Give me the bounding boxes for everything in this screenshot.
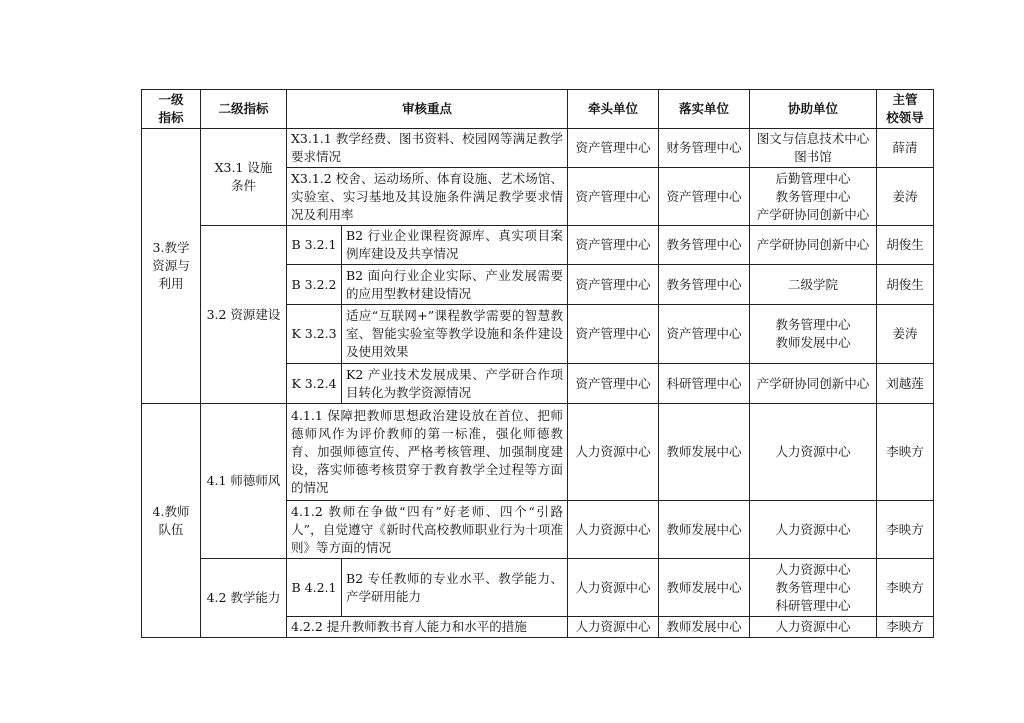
- leader-cell: 姜涛: [877, 168, 934, 226]
- implement-cell: 财务管理中心: [659, 129, 750, 168]
- group-3-cell: 3.教学 资源与 利用: [142, 129, 201, 404]
- lead-cell: 人力资源中心: [568, 404, 659, 501]
- lead-cell: 人力资源中心: [568, 559, 659, 617]
- assist-cell: 产学研协同创新中心: [750, 364, 877, 404]
- lead-cell: 资产管理中心: [568, 305, 659, 364]
- lead-cell: 资产管理中心: [568, 265, 659, 305]
- header-assist: 协助单位: [750, 90, 877, 129]
- focus-cell: X3.1.2 校舍、运动场所、体育设施、艺术场馆、实验室、实习基地及其设施条件满足教学要求情况及利用率: [287, 168, 568, 226]
- lead-cell: 人力资源中心: [568, 617, 659, 638]
- implement-cell: 教师发展中心: [659, 617, 750, 638]
- implement-cell: 教务管理中心: [659, 265, 750, 305]
- table-row: [142, 226, 934, 265]
- implement-cell: 教师发展中心: [659, 404, 750, 501]
- assist-cell: 图文与信息技术中心 图书馆: [750, 129, 877, 168]
- assist-cell: 人力资源中心: [750, 404, 877, 501]
- focus-cell: K2 产业技术发展成果、产学研合作项目转化为教学资源情况: [342, 364, 568, 404]
- header-lead: 牵头单位: [568, 90, 659, 129]
- implement-cell: 资产管理中心: [659, 168, 750, 226]
- focus-cell: B2 专任教师的专业水平、教学能力、产学研用能力: [342, 559, 568, 617]
- focus-cell: X3.1.1 教学经费、图书资料、校园网等满足教学要求情况: [287, 129, 568, 168]
- leader-cell: 姜涛: [877, 305, 934, 364]
- header-level1: 一级 指标: [142, 90, 201, 129]
- subgroup-4-1-cell: 4.1 师德师风: [201, 404, 287, 559]
- leader-cell: 李映方: [877, 501, 934, 559]
- header-focus: 审核重点: [287, 90, 568, 129]
- assist-cell: 人力资源中心: [750, 617, 877, 638]
- lead-cell: 资产管理中心: [568, 129, 659, 168]
- focus-cell: 适应“互联网+”课程教学需要的智慧教室、智能实验室等教学设施和条件建设及使用效果: [342, 305, 568, 364]
- code-cell: K 3.2.3: [287, 305, 342, 364]
- group-4-cell: 4.教师 队伍: [142, 404, 201, 638]
- table-row: [142, 404, 934, 501]
- table-row: [142, 559, 934, 617]
- code-cell: B 3.2.2: [287, 265, 342, 305]
- code-cell: B 3.2.1: [287, 226, 342, 265]
- leader-cell: 李映方: [877, 404, 934, 501]
- implement-cell: 教务管理中心: [659, 226, 750, 265]
- implement-cell: 资产管理中心: [659, 305, 750, 364]
- lead-cell: 资产管理中心: [568, 168, 659, 226]
- implement-cell: 科研管理中心: [659, 364, 750, 404]
- header-leader: 主管 校领导: [877, 90, 934, 129]
- focus-cell: B2 面向行业企业实际、产业发展需要的应用型教材建设情况: [342, 265, 568, 305]
- leader-cell: 李映方: [877, 559, 934, 617]
- implement-cell: 教师发展中心: [659, 501, 750, 559]
- focus-cell: B2 行业企业课程资源库、真实项目案例库建设及共享情况: [342, 226, 568, 265]
- assist-cell: 后勤管理中心 教务管理中心 产学研协同创新中心: [750, 168, 877, 226]
- code-cell: B 4.2.1: [287, 559, 342, 617]
- lead-cell: 资产管理中心: [568, 364, 659, 404]
- subgroup-3-2-cell: 3.2 资源建设: [201, 226, 287, 404]
- assist-cell: 二级学院: [750, 265, 877, 305]
- leader-cell: 薛清: [877, 129, 934, 168]
- leader-cell: 胡俊生: [877, 226, 934, 265]
- assist-cell: 人力资源中心 教务管理中心 科研管理中心: [750, 559, 877, 617]
- table-row: [142, 129, 934, 168]
- focus-cell: 4.1.1 保障把教师思想政治建设放在首位、把师德师风作为评价教师的第一标准，强化师德教育、加强师德宣传、严格考核管理、加强制度建设，落实师德考核贯穿于教育教学全过程等方面的情况: [287, 404, 568, 501]
- assist-cell: 人力资源中心: [750, 501, 877, 559]
- header-implement: 落实单位: [659, 90, 750, 129]
- focus-cell: 4.2.2 提升教师教书育人能力和水平的措施: [287, 617, 568, 638]
- header-level2: 二级指标: [201, 90, 287, 129]
- focus-cell: 4.1.2 教师在争做“四有”好老师、四个“引路人”，自觉遵守《新时代高校教师职业行为十项准则》等方面的情况: [287, 501, 568, 559]
- header-row: [142, 90, 934, 129]
- leader-cell: 胡俊生: [877, 265, 934, 305]
- implement-cell: 教师发展中心: [659, 559, 750, 617]
- audit-table: [141, 89, 934, 638]
- leader-cell: 李映方: [877, 617, 934, 638]
- leader-cell: 刘越莲: [877, 364, 934, 404]
- assist-cell: 教务管理中心 教师发展中心: [750, 305, 877, 364]
- lead-cell: 人力资源中心: [568, 501, 659, 559]
- subgroup-4-2-cell: 4.2 教学能力: [201, 559, 287, 638]
- code-cell: K 3.2.4: [287, 364, 342, 404]
- subgroup-3-1-cell: X3.1 设施 条件: [201, 129, 287, 226]
- assist-cell: 产学研协同创新中心: [750, 226, 877, 265]
- lead-cell: 资产管理中心: [568, 226, 659, 265]
